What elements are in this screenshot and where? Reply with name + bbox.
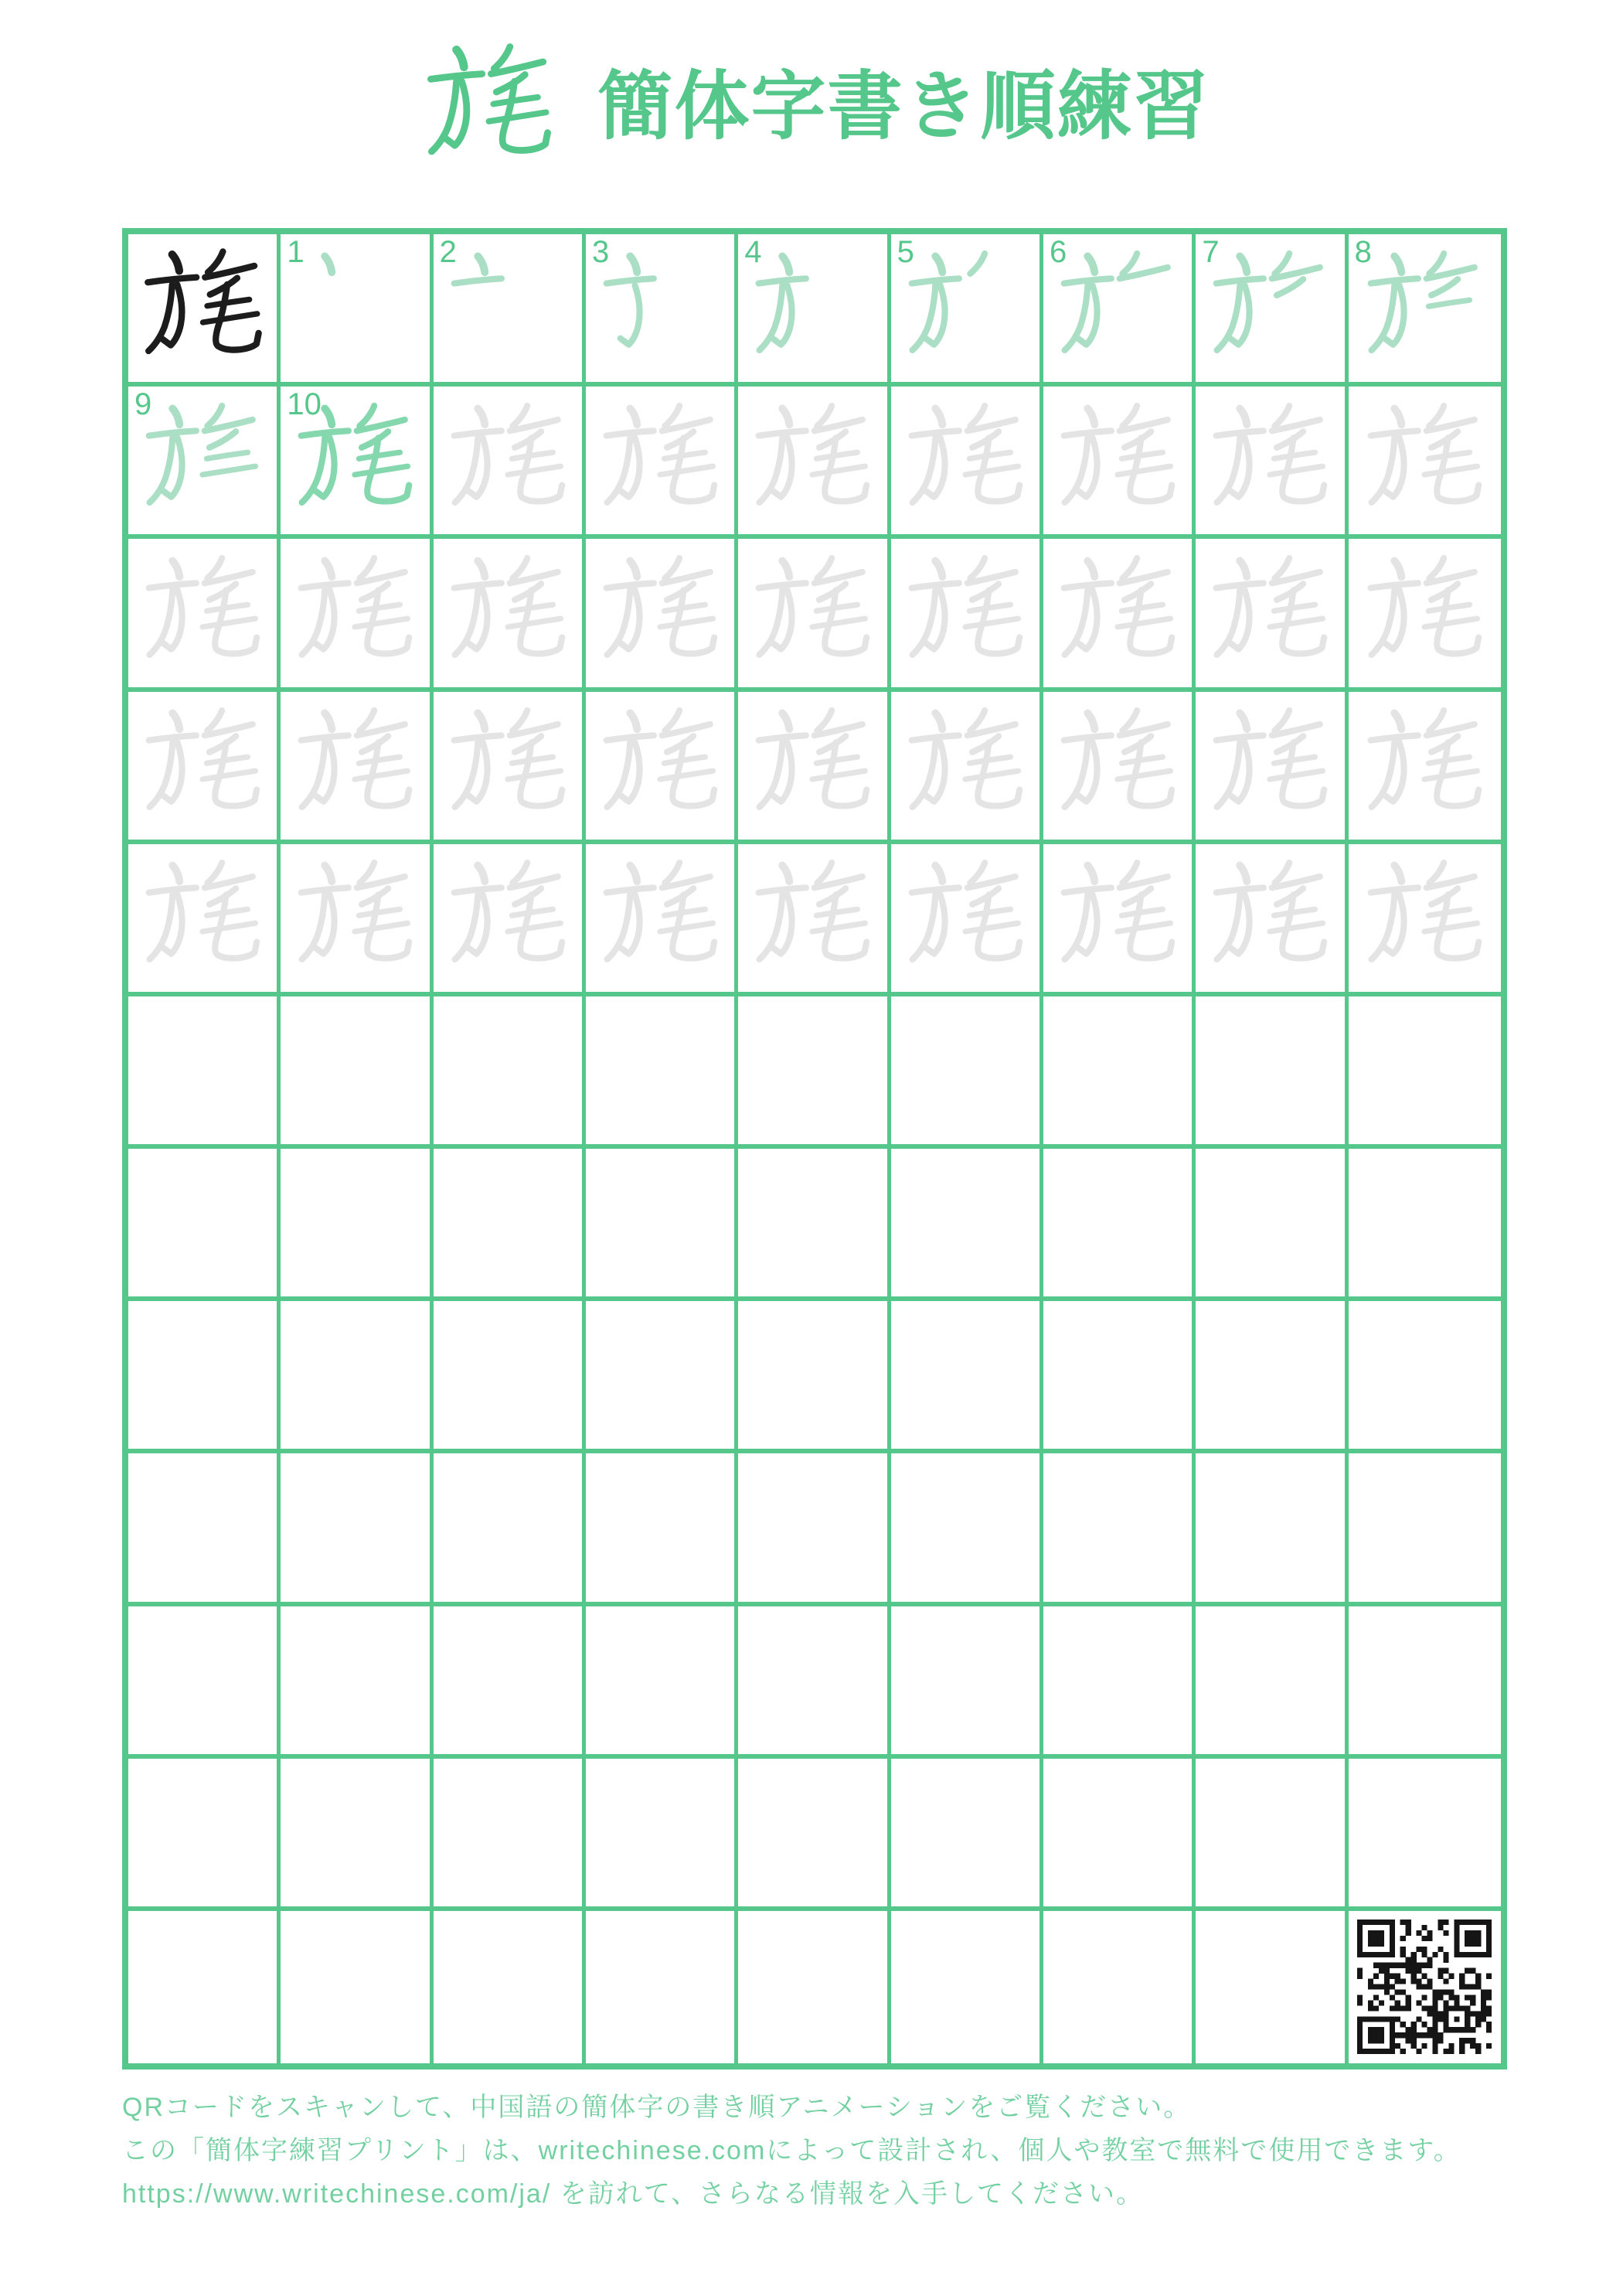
practice-cell (1349, 539, 1501, 691)
empty-practice-cell (434, 1453, 586, 1606)
practice-trace-character (590, 696, 730, 835)
practice-trace-character (590, 848, 730, 987)
practice-grid (122, 228, 1507, 2069)
stroke-step-cell-2 (434, 234, 586, 387)
step-number: 8 (1354, 235, 1372, 269)
practice-trace-character (1048, 391, 1187, 530)
empty-practice-cell (434, 1911, 586, 2063)
practice-trace-character (743, 543, 882, 683)
practice-cell (586, 844, 738, 996)
stroke-step-cell-7 (1196, 234, 1348, 387)
empty-practice-cell (738, 1149, 890, 1301)
practice-cell (1043, 844, 1196, 996)
qr-wrap (1349, 1911, 1501, 2063)
practice-cell (738, 844, 890, 996)
empty-practice-cell (586, 1606, 738, 1759)
empty-practice-cell (738, 1911, 890, 2063)
empty-practice-cell (1349, 1301, 1501, 1453)
practice-cell (891, 844, 1043, 996)
stroke-step-cell-1 (281, 234, 433, 387)
stroke-step-cell-8 (1349, 234, 1501, 387)
empty-practice-cell (738, 1453, 890, 1606)
practice-cell (434, 692, 586, 844)
practice-cell (586, 692, 738, 844)
stroke-step-character (1048, 239, 1187, 378)
empty-practice-cell (586, 1149, 738, 1301)
title-character-glyph (413, 31, 564, 182)
empty-practice-cell (1349, 1453, 1501, 1606)
practice-cell (891, 387, 1043, 539)
practice-trace-character (438, 696, 577, 835)
empty-practice-cell (1349, 1606, 1501, 1759)
empty-practice-cell (128, 1149, 281, 1301)
empty-practice-cell (1196, 1149, 1348, 1301)
practice-trace-character (896, 696, 1035, 835)
empty-practice-cell (891, 1453, 1043, 1606)
practice-trace-character (1200, 848, 1339, 987)
practice-trace-character (743, 696, 882, 835)
empty-practice-cell (586, 1301, 738, 1453)
practice-cell (1043, 387, 1196, 539)
empty-practice-cell (891, 1606, 1043, 1759)
empty-practice-cell (281, 1759, 433, 1911)
practice-trace-character (743, 848, 882, 987)
empty-practice-cell (586, 1911, 738, 2063)
practice-trace-character (1048, 696, 1187, 835)
empty-practice-cell (434, 996, 586, 1149)
practice-cell (1349, 692, 1501, 844)
empty-practice-cell (1043, 1301, 1196, 1453)
practice-trace-character (1355, 696, 1494, 835)
empty-practice-cell (1043, 1453, 1196, 1606)
empty-practice-cell (891, 1301, 1043, 1453)
empty-practice-cell (891, 996, 1043, 1149)
step-number: 10 (287, 387, 322, 422)
stroke-step-character (590, 239, 730, 378)
empty-practice-cell (586, 996, 738, 1149)
step-number: 5 (897, 235, 914, 269)
empty-practice-cell (1196, 1453, 1348, 1606)
practice-trace-character (133, 848, 272, 987)
empty-practice-cell (586, 1759, 738, 1911)
practice-cell (434, 539, 586, 691)
empty-practice-cell (1196, 1911, 1348, 2063)
stroke-step-character (438, 239, 577, 378)
practice-trace-character (1200, 696, 1339, 835)
practice-cell (128, 692, 281, 844)
empty-practice-cell (891, 1759, 1043, 1911)
stroke-step-cell-5 (891, 234, 1043, 387)
empty-practice-cell (891, 1149, 1043, 1301)
stroke-step-character (133, 391, 272, 530)
stroke-step-cell-4 (738, 234, 890, 387)
empty-practice-cell (128, 1301, 281, 1453)
empty-practice-cell (1043, 1606, 1196, 1759)
empty-practice-cell (281, 1301, 433, 1453)
practice-trace-character (743, 391, 882, 530)
practice-trace-character (133, 696, 272, 835)
practice-trace-character (1355, 848, 1494, 987)
qr-code (1357, 1920, 1492, 2054)
empty-practice-cell (128, 996, 281, 1149)
empty-practice-cell (586, 1453, 738, 1606)
step-number: 9 (134, 387, 152, 422)
stroke-step-cell-3 (586, 234, 738, 387)
step-number: 4 (744, 235, 762, 269)
empty-practice-cell (1043, 1911, 1196, 2063)
practice-cell (1349, 844, 1501, 996)
footer (122, 2086, 1513, 2216)
practice-cell (434, 844, 586, 996)
stroke-step-cell-9 (128, 387, 281, 539)
practice-trace-character (285, 848, 424, 987)
footer-line-url: https://www.writechinese.com/ja/ を訪れて、さらなる情報を入手してください。 (122, 2179, 1145, 2209)
practice-cell (1196, 844, 1348, 996)
practice-trace-character (1200, 391, 1339, 530)
empty-practice-cell (128, 1606, 281, 1759)
practice-cell (1043, 539, 1196, 691)
step-number: 6 (1049, 235, 1067, 269)
step-number: 1 (287, 235, 305, 269)
step-number: 3 (591, 235, 610, 269)
practice-trace-character (1048, 543, 1187, 683)
practice-cell (281, 844, 433, 996)
practice-cell (1043, 692, 1196, 844)
empty-practice-cell (1349, 996, 1501, 1149)
empty-practice-cell (281, 996, 433, 1149)
practice-cell (434, 387, 586, 539)
empty-practice-cell (1043, 1759, 1196, 1911)
practice-trace-character (285, 696, 424, 835)
page-title (0, 31, 1623, 182)
stroke-step-character (743, 239, 882, 378)
practice-trace-character (896, 848, 1035, 987)
practice-trace-character (1048, 848, 1187, 987)
empty-practice-cell (281, 1606, 433, 1759)
practice-cell (738, 692, 890, 844)
empty-practice-cell (1196, 996, 1348, 1149)
title-character (413, 31, 564, 182)
practice-trace-character (438, 391, 577, 530)
empty-practice-cell (1043, 996, 1196, 1149)
empty-practice-cell (128, 1453, 281, 1606)
practice-cell (281, 539, 433, 691)
stroke-step-character (896, 239, 1035, 378)
practice-trace-character (1355, 543, 1494, 683)
empty-practice-cell (281, 1453, 433, 1606)
practice-cell (1196, 387, 1348, 539)
stroke-step-character (285, 239, 424, 378)
footer-line-credit: この「簡体字練習プリント」は、writechinese.comによって設計され、個人や教室で無料で使用できます。 (122, 2136, 1461, 2165)
title-text: 簡体字書き順練習 (597, 64, 1210, 148)
practice-cell (738, 387, 890, 539)
practice-cell (1196, 692, 1348, 844)
empty-practice-cell (738, 1759, 890, 1911)
practice-cell (281, 692, 433, 844)
empty-practice-cell (128, 1911, 281, 2063)
practice-trace-character (1355, 391, 1494, 530)
example-cell (128, 234, 281, 387)
practice-cell (891, 692, 1043, 844)
empty-practice-cell (1196, 1606, 1348, 1759)
step-number: 7 (1202, 235, 1220, 269)
practice-trace-character (1200, 543, 1339, 683)
empty-practice-cell (281, 1149, 433, 1301)
empty-practice-cell (434, 1759, 586, 1911)
practice-trace-character (438, 848, 577, 987)
practice-cell (891, 539, 1043, 691)
step-number: 2 (439, 235, 457, 269)
practice-cell (1349, 387, 1501, 539)
stroke-step-cell-10 (281, 387, 433, 539)
example-character (131, 237, 274, 380)
empty-practice-cell (434, 1149, 586, 1301)
empty-practice-cell (1349, 1149, 1501, 1301)
practice-trace-character (133, 543, 272, 683)
practice-cell (738, 539, 890, 691)
empty-practice-cell (128, 1759, 281, 1911)
stroke-step-cell-6 (1043, 234, 1196, 387)
stroke-step-character (1200, 239, 1339, 378)
practice-trace-character (285, 543, 424, 683)
practice-cell (586, 387, 738, 539)
practice-cell (128, 539, 281, 691)
practice-trace-character (590, 391, 730, 530)
practice-trace-character (438, 543, 577, 683)
empty-practice-cell (1349, 1759, 1501, 1911)
empty-practice-cell (434, 1606, 586, 1759)
empty-practice-cell (891, 1911, 1043, 2063)
practice-cell (586, 539, 738, 691)
practice-cell (128, 844, 281, 996)
empty-practice-cell (1196, 1301, 1348, 1453)
empty-practice-cell (738, 996, 890, 1149)
footer-line-scan: QRコードをスキャンして、中国語の簡体字の書き順アニメーションをご覧ください。 (122, 2093, 1192, 2122)
practice-trace-character (590, 543, 730, 683)
empty-practice-cell (434, 1301, 586, 1453)
practice-cell (1196, 539, 1348, 691)
empty-practice-cell (738, 1301, 890, 1453)
empty-practice-cell (1196, 1759, 1348, 1911)
stroke-step-character (1355, 239, 1494, 378)
empty-practice-cell (738, 1606, 890, 1759)
empty-practice-cell (281, 1911, 433, 2063)
qr-cell (1349, 1911, 1501, 2063)
practice-trace-character (896, 543, 1035, 683)
practice-trace-character (896, 391, 1035, 530)
empty-practice-cell (1043, 1149, 1196, 1301)
